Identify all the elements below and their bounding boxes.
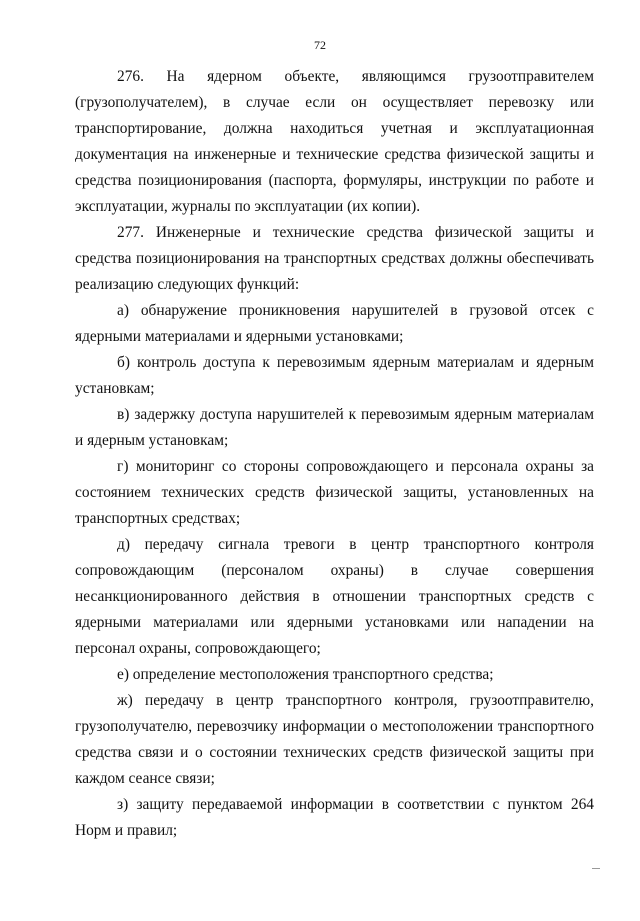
list-item-v: в) задержку доступа нарушителей к перевозимым ядерным материалам и ядерным установкам;	[75, 406, 594, 449]
list-item-zh: ж) передачу в центр транспортного контроля, грузоотправителю, грузополучателю, перевозчику информации о местоположении транспортного средства связи и о состоянии технических средств физической защиты при каждом сеансе связи;	[75, 692, 594, 787]
list-item-e: е) определение местоположения транспортного средства;	[117, 666, 494, 683]
scan-artifact	[592, 868, 600, 869]
list-item-b: б) контроль доступа к перевозимым ядерным материалам и ядерным установкам;	[75, 354, 594, 397]
list-item-z: з) защиту передаваемой информации в соответствии с пунктом 264 Норм и правил;	[75, 796, 594, 839]
list-item-a: а) обнаружение проникновения нарушителей в грузовой отсек с ядерными материалами и ядерными установками;	[75, 302, 594, 345]
paragraph-277: 277. Инженерные и технические средства физической защиты и средства позиционирования на транспортных средствах должны обеспечивать реализацию следующих функций:	[75, 224, 594, 293]
paragraph-276: 276. На ядерном объекте, являющимся грузоотправителем (грузополучателем), в случае если он осуществляет перевозку или транспортирование, должна находиться учетная и эксплуатационная документация на инженерные и технические средства физической защиты и средства позиционирования (паспорта, формуляры, инструкции по работе и эксплуатации, журналы по эксплуатации (их копии).	[75, 68, 594, 215]
document-body	[75, 64, 594, 844]
page-number: 72	[314, 38, 326, 52]
list-item-g: г) мониторинг со стороны сопровождающего и персонала охраны за состоянием технических средств физической защиты, установленных на транспортных средствах;	[75, 458, 594, 527]
list-item-d: д) передачу сигнала тревоги в центр транспортного контроля сопровождающим (персоналом охраны) в случае совершения несанкционированного действия в отношении транспортных средств с ядерными материалами или ядерными установками или нападении на персонал охраны, сопровождающего;	[75, 536, 594, 657]
